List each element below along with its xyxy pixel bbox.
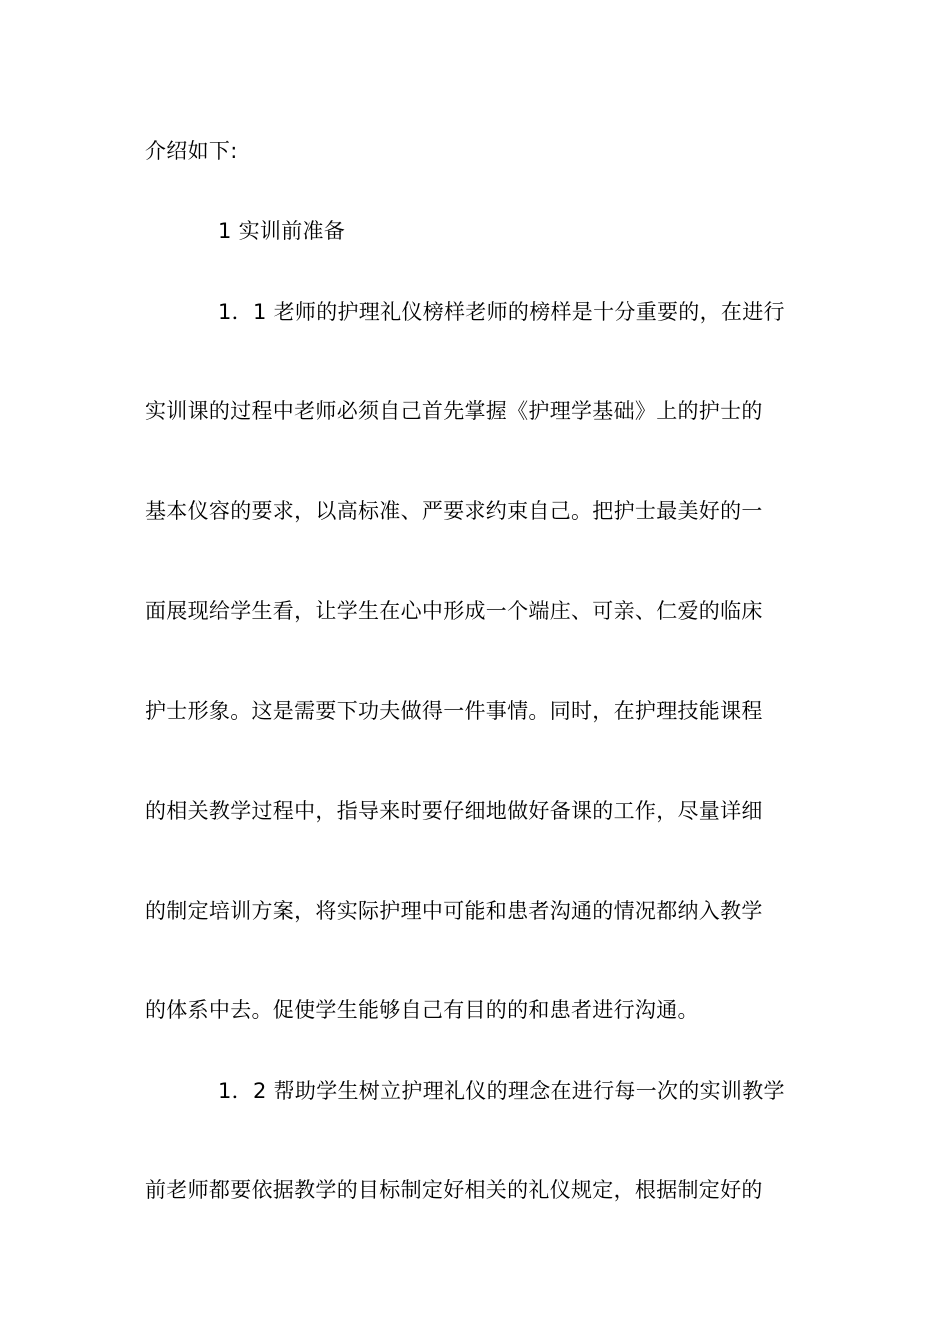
section-heading: 1 实训前准备 [218, 219, 346, 243]
paragraph-line: 的相关教学过程中，指导来时要仔细地做好备课的工作，尽量详细 [145, 799, 763, 823]
intro-line: 介绍如下: [145, 139, 238, 163]
paragraph-line: 面展现给学生看，让学生在心中形成一个端庄、可亲、仁爱的临床 [145, 599, 763, 623]
paragraph-line: 1．1 老师的护理礼仪榜样老师的榜样是十分重要的，在进行 [218, 300, 785, 324]
paragraph-line: 的制定培训方案，将实际护理中可能和患者沟通的情况都纳入教学 [145, 899, 763, 923]
paragraph-line: 1．2 帮助学生树立护理礼仪的理念在进行每一次的实训教学 [218, 1079, 785, 1103]
paragraph-line: 护士形象。这是需要下功夫做得一件事情。同时，在护理技能课程 [145, 699, 763, 723]
paragraph-line: 基本仪容的要求，以高标准、严要求约束自己。把护士最美好的一 [145, 499, 763, 523]
paragraph-line: 的体系中去。促使学生能够自己有目的的和患者进行沟通。 [145, 998, 699, 1022]
paragraph-line: 实训课的过程中老师必须自己首先掌握《护理学基础》上的护士的 [145, 399, 763, 423]
paragraph-line: 前老师都要依据教学的目标制定好相关的礼仪规定，根据制定好的 [145, 1178, 763, 1202]
